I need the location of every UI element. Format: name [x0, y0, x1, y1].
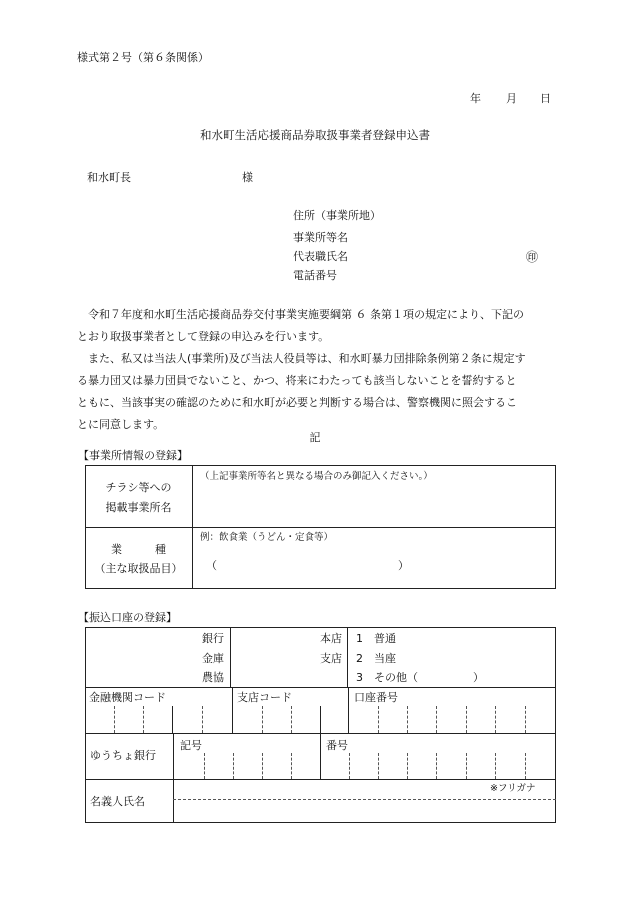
- institution-code-field[interactable]: [86, 706, 231, 732]
- account-type-current[interactable]: 2 当座: [356, 652, 396, 665]
- flyer-name-field[interactable]: [200, 486, 550, 522]
- business-info-section-title: 【事業所情報の登録】: [78, 449, 188, 462]
- ki-label: 記: [309, 431, 321, 444]
- holder-furigana-field[interactable]: [176, 781, 476, 798]
- yucho-symbol-field[interactable]: [175, 753, 319, 778]
- furigana-divider: [173, 799, 556, 800]
- yucho-label: ゆうちょ銀行: [90, 749, 156, 762]
- flyer-label-2: 掲載事業所名: [105, 501, 172, 514]
- addressee: 和水町長: [87, 171, 131, 184]
- business-info-row-divider: [85, 527, 556, 528]
- para2-line2: る暴力団又は暴力団員でないこと、かつ、将来にわたっても該当しないことを誓約すると: [77, 374, 517, 387]
- account-number-field[interactable]: [349, 706, 555, 732]
- yucho-number-field[interactable]: [322, 753, 555, 778]
- form-number: 様式第２号（第６条関係）: [77, 51, 209, 64]
- business-name-label: 事業所等名: [293, 231, 348, 244]
- symbol-label: 記号: [180, 739, 202, 752]
- document-title: 和水町生活応援商品券取扱事業者登録申込書: [200, 128, 430, 142]
- bank-row1-divider-1: [230, 627, 231, 687]
- bank-type-nokyo: 農協: [202, 671, 224, 684]
- phone-label: 電話番号: [293, 269, 337, 282]
- holder-name-field[interactable]: [176, 801, 554, 822]
- furigana-label: ※フリガナ: [490, 783, 536, 794]
- branch-code-label: 支店コード: [237, 691, 292, 704]
- industry-paren-close: ）: [398, 559, 409, 572]
- flyer-label-1: チラシ等への: [105, 481, 172, 494]
- bank-row3-bottom: [85, 779, 556, 780]
- para1-line1: 令和７年度和水町生活応援商品券交付事業実施要綱第 ６ 条第１項の規定により、下記の: [88, 308, 524, 321]
- address-label: 住所（事業所地）: [293, 209, 381, 222]
- account-type-ordinary[interactable]: 1 普通: [356, 632, 396, 645]
- yucho-divider: [320, 733, 321, 779]
- industry-example: 例：飲食業（うどん・定食等）: [200, 532, 334, 543]
- date-year-label: 年: [470, 92, 481, 105]
- account-number-label: 口座番号: [354, 691, 398, 704]
- industry-label-1: 業 種: [111, 543, 166, 556]
- bank-type-ginko: 銀行: [202, 632, 224, 645]
- account-type-other[interactable]: 3 その他（ ）: [356, 671, 484, 684]
- consent-paragraph: [77, 304, 557, 436]
- honorific: 様: [242, 171, 253, 184]
- date-month-label: 月: [506, 92, 517, 105]
- flyer-note: （上記事業所等名と異なる場合のみ御記入ください。）: [200, 471, 433, 482]
- holder-label: 名義人氏名: [90, 795, 145, 808]
- yucho-label-divider: [173, 733, 174, 823]
- head-office-label: 本店: [320, 632, 342, 645]
- branch-code-field[interactable]: [233, 706, 347, 732]
- date-day-label: 日: [540, 92, 551, 105]
- bank-row1-bottom: [85, 687, 556, 688]
- branch-office-label: 支店: [320, 652, 342, 665]
- bank-type-kinko: 金庫: [202, 652, 224, 665]
- para2-line4: とに同意します。: [77, 418, 165, 431]
- industry-label-2: （主な取扱品目）: [94, 562, 183, 575]
- institution-code-label: 金融機関コード: [89, 691, 166, 704]
- industry-field[interactable]: [222, 556, 392, 576]
- seal-mark: ㊞: [526, 250, 539, 264]
- bank-row1-divider-2: [347, 627, 348, 687]
- para2-line3: ともに、当該事実の確認のために和水町が必要と判断する場合は、警察機関に照会するこ: [77, 396, 517, 409]
- para2-line1: また、私又は当法人(事業所)及び当法人役員等は、和水町暴力団排除条例第２条に規定す: [88, 352, 526, 365]
- number-label: 番号: [326, 739, 348, 752]
- representative-label: 代表職氏名: [293, 250, 348, 263]
- para1-line2: とおり取扱事業者として登録の申込みを行います。: [77, 330, 330, 343]
- industry-paren-open: （: [206, 559, 217, 572]
- bank-info-section-title: 【振込口座の登録】: [78, 611, 177, 624]
